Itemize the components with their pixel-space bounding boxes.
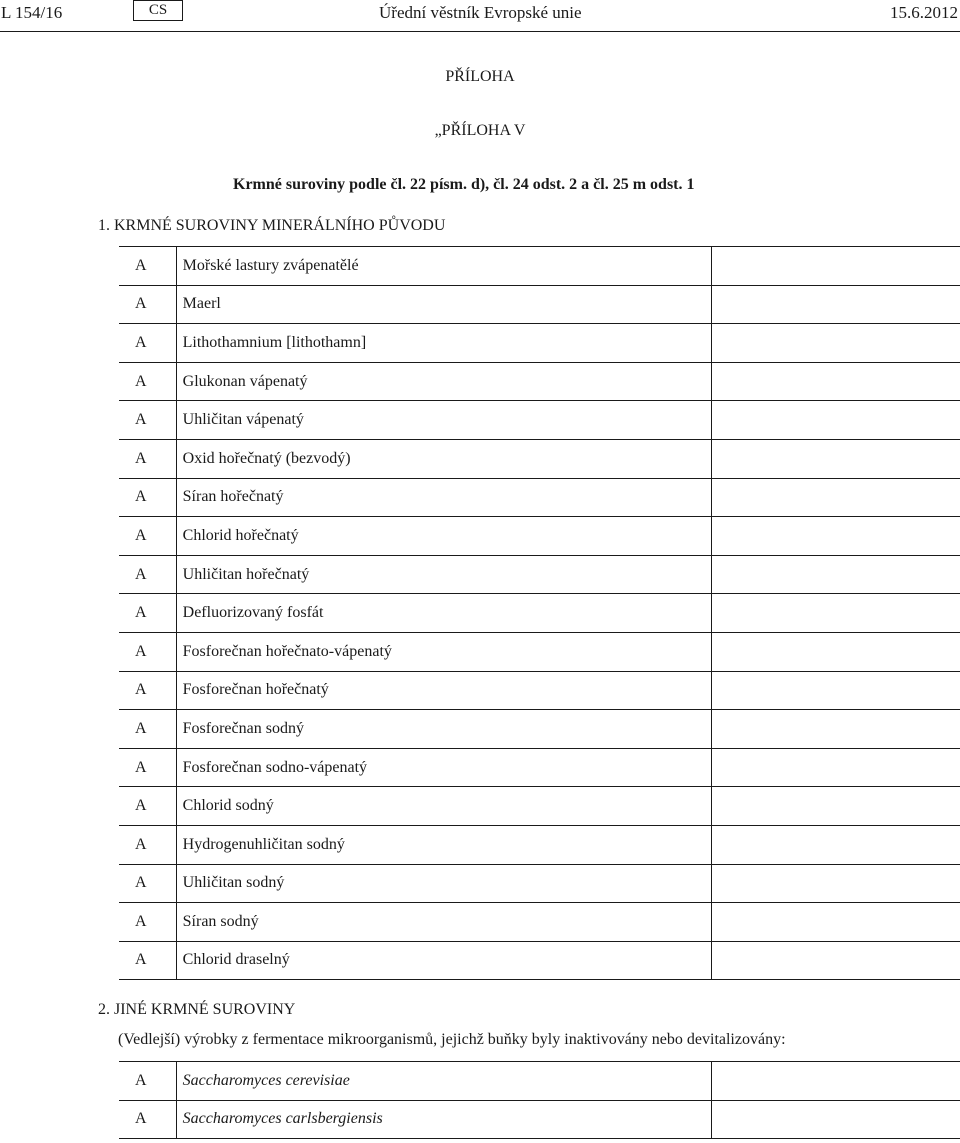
row-code: A <box>119 517 176 556</box>
row-name: Fosforečnan sodný <box>176 710 712 749</box>
document-subtitle: Krmné suroviny podle čl. 22 písm. d), čl. 24 odst. 2 a čl. 25 m odst. 1 <box>233 176 695 193</box>
row-code: A <box>119 903 176 942</box>
row-blank-cell <box>712 671 960 710</box>
row-code: A <box>119 1100 176 1139</box>
row-blank-cell <box>712 787 960 826</box>
table-row <box>119 864 960 903</box>
header-divider <box>0 31 960 32</box>
table-row <box>119 362 960 401</box>
row-code: A <box>119 478 176 517</box>
section-1-heading: 1. KRMNÉ SUROVINY MINERÁLNÍHO PŮVODU <box>98 217 446 234</box>
row-name: Oxid hořečnatý (bezvodý) <box>176 439 712 478</box>
row-code: A <box>119 401 176 440</box>
row-blank-cell <box>712 941 960 980</box>
row-code: A <box>119 439 176 478</box>
table-row <box>119 478 960 517</box>
row-code: A <box>119 748 176 787</box>
mineral-feed-table <box>119 246 960 980</box>
row-code: A <box>119 285 176 324</box>
row-blank-cell <box>712 1062 960 1101</box>
table-row <box>119 439 960 478</box>
row-name: Mořské lastury zvápenatělé <box>176 247 712 286</box>
table-row <box>119 787 960 826</box>
table-row <box>119 324 960 363</box>
other-feed-table <box>119 1061 960 1139</box>
row-name: Fosforečnan sodno-vápenatý <box>176 748 712 787</box>
journal-title: Úřední věstník Evropské unie <box>379 3 582 22</box>
row-blank-cell <box>712 362 960 401</box>
row-code: A <box>119 324 176 363</box>
row-code: A <box>119 864 176 903</box>
row-name: Chlorid sodný <box>176 787 712 826</box>
row-code: A <box>119 555 176 594</box>
row-code: A <box>119 710 176 749</box>
row-name: Chlorid draselný <box>176 941 712 980</box>
row-blank-cell <box>712 1100 960 1139</box>
row-name: Uhličitan sodný <box>176 864 712 903</box>
row-name: Síran hořečnatý <box>176 478 712 517</box>
table-row <box>119 941 960 980</box>
table-row <box>119 671 960 710</box>
row-code: A <box>119 787 176 826</box>
table-row <box>119 594 960 633</box>
page-header <box>0 0 960 32</box>
table-row <box>119 903 960 942</box>
row-name: Fosforečnan hořečnatý <box>176 671 712 710</box>
annex-subtitle: „PŘÍLOHA V <box>434 122 526 139</box>
table-row <box>119 517 960 556</box>
row-code: A <box>119 632 176 671</box>
row-name: Uhličitan vápenatý <box>176 401 712 440</box>
row-name: Maerl <box>176 285 712 324</box>
row-name: Síran sodný <box>176 903 712 942</box>
row-name: Fosforečnan hořečnato-vápenatý <box>176 632 712 671</box>
row-name: Chlorid hořečnatý <box>176 517 712 556</box>
table-row <box>119 401 960 440</box>
language-badge: CS <box>133 0 183 21</box>
row-name: Hydrogenuhličitan sodný <box>176 825 712 864</box>
row-blank-cell <box>712 439 960 478</box>
table-row <box>119 825 960 864</box>
row-code: A <box>119 671 176 710</box>
row-blank-cell <box>712 478 960 517</box>
row-code: A <box>119 1062 176 1101</box>
row-blank-cell <box>712 825 960 864</box>
annex-title: PŘÍLOHA <box>445 68 515 85</box>
publication-date: 15.6.2012 <box>890 3 958 22</box>
table-row <box>119 748 960 787</box>
row-blank-cell <box>712 324 960 363</box>
row-blank-cell <box>712 748 960 787</box>
page-reference: L 154/16 <box>1 3 63 22</box>
row-name: Uhličitan hořečnatý <box>176 555 712 594</box>
row-code: A <box>119 594 176 633</box>
row-name: Saccharomyces carlsbergiensis <box>176 1100 712 1139</box>
row-blank-cell <box>712 632 960 671</box>
row-code: A <box>119 941 176 980</box>
table-row <box>119 632 960 671</box>
row-name: Lithothamnium [lithothamn] <box>176 324 712 363</box>
section-2-heading: 2. JINÉ KRMNÉ SUROVINY <box>98 1001 296 1018</box>
section-2-intro: (Vedlejší) výrobky z fermentace mikroorganismů, jejichž buňky byly inaktivovány nebo devitalizovány: <box>118 1031 786 1048</box>
table-row <box>119 1062 960 1101</box>
row-blank-cell <box>712 710 960 749</box>
row-blank-cell <box>712 285 960 324</box>
row-blank-cell <box>712 903 960 942</box>
row-name: Defluorizovaný fosfát <box>176 594 712 633</box>
table-row <box>119 555 960 594</box>
row-blank-cell <box>712 517 960 556</box>
row-code: A <box>119 362 176 401</box>
table-row <box>119 710 960 749</box>
row-name: Saccharomyces cerevisiae <box>176 1062 712 1101</box>
row-blank-cell <box>712 247 960 286</box>
row-blank-cell <box>712 401 960 440</box>
table-row <box>119 1100 960 1139</box>
row-blank-cell <box>712 555 960 594</box>
row-blank-cell <box>712 594 960 633</box>
table-row <box>119 247 960 286</box>
row-blank-cell <box>712 864 960 903</box>
table-row <box>119 285 960 324</box>
row-name: Glukonan vápenatý <box>176 362 712 401</box>
row-code: A <box>119 247 176 286</box>
row-code: A <box>119 825 176 864</box>
